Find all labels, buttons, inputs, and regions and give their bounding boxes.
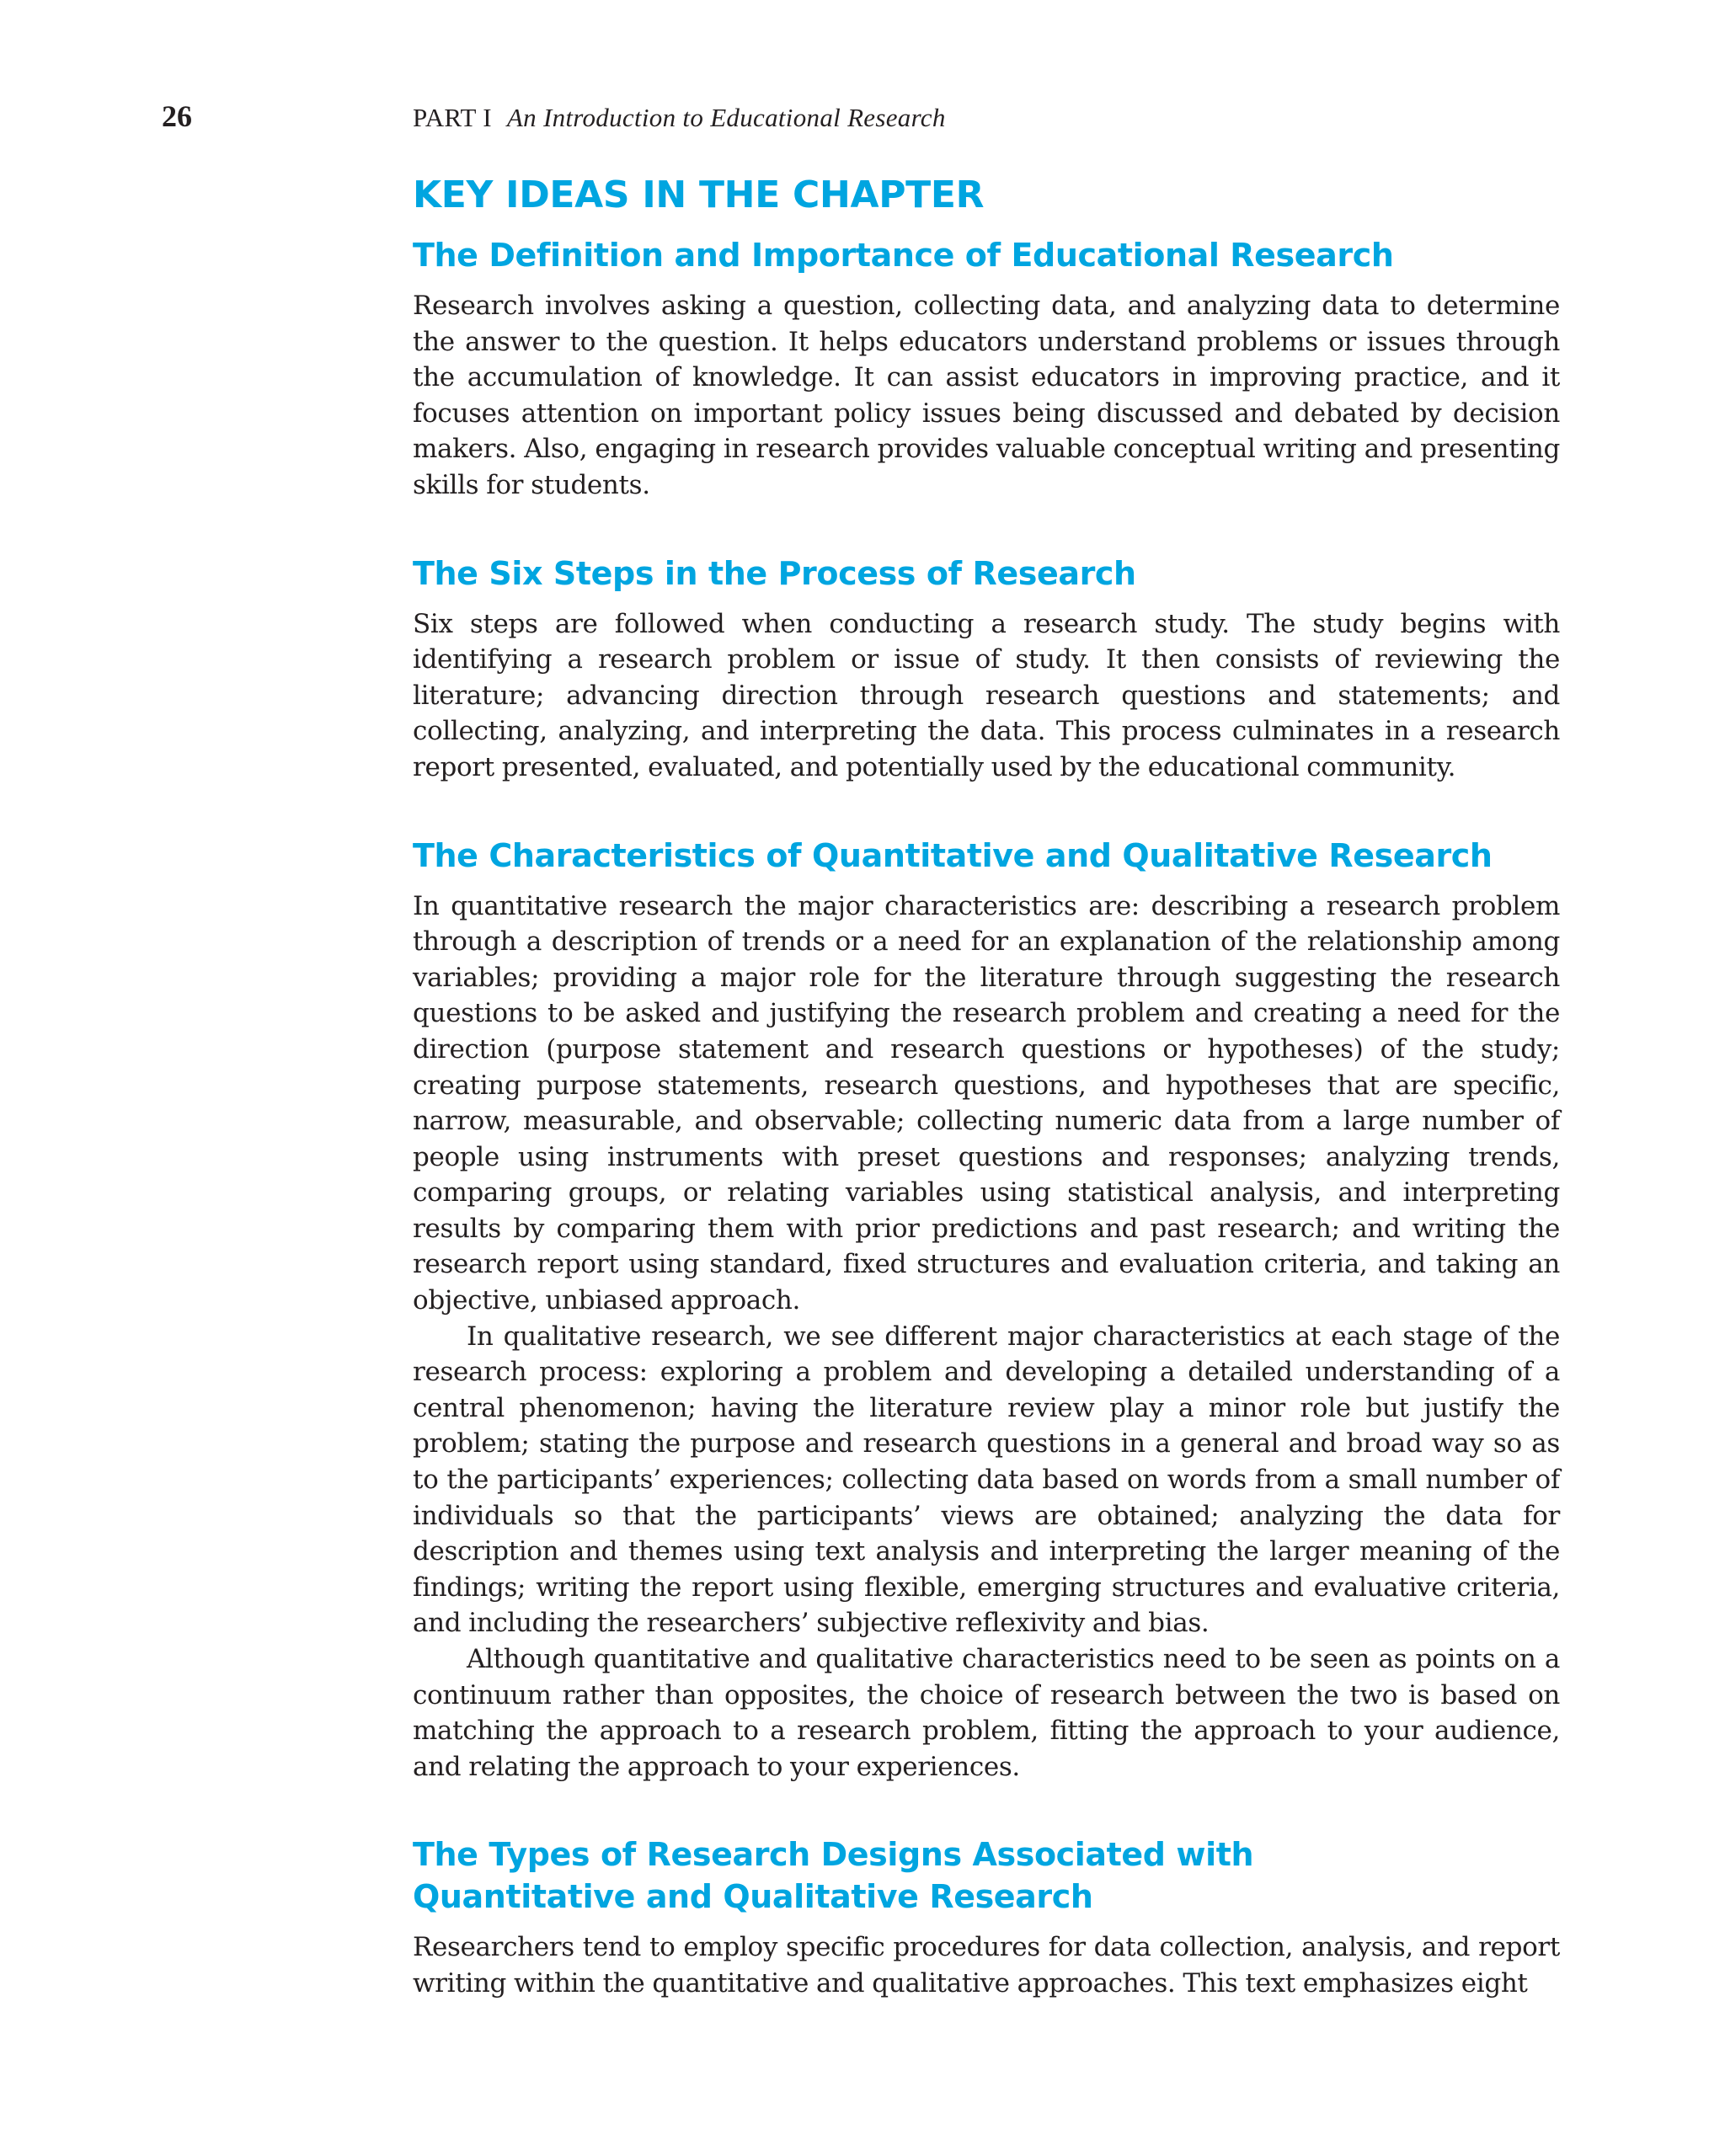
- body-paragraph: Researchers tend to employ specific procedures for data collection, analysis, and report writing within the quantitative and qualitative approaches. This text emphasizes eight: [413, 1932, 1560, 1999]
- body-paragraph: Although quantitative and qualitative characteristics need to be seen as points on a continuum rather than opposites, the choice of research between the two is based on matching the approach to a research problem, fitting the approach to your audience, and relating the approach to your experiences.: [413, 1644, 1560, 1782]
- main-content: [413, 170, 1560, 2051]
- section-definition: [413, 234, 1560, 504]
- running-head-book-title: An Introduction to Educational Research: [506, 103, 946, 132]
- section-research-designs: [413, 1833, 1560, 2001]
- section-heading: The Characteristics of Quantitative and Qualitative Research: [413, 836, 1493, 874]
- body-paragraph: In qualitative research, we see different major characteristics at each stage of the research process: exploring a problem and developing a detailed understanding of a central phenomenon; having the literature review play a minor role but justify the problem; stating the purpose and research questions in a general and broad way so as to the participants’ experiences; collecting data based on words from a small number of individuals so that the participants’ views are obtained; analyzing the data for description and themes using text analysis and interpreting the larger meaning of the findings; writing the report using flexible, emerging structures and evaluative criteria, and including the researchers’ subjective reflexivity and bias.: [413, 1321, 1560, 1639]
- page-number: 26: [162, 99, 192, 133]
- section-heading: [413, 1833, 1560, 1918]
- section-heading-line: Quantitative and Qualitative Research: [413, 1878, 1093, 1916]
- section-heading-line: The Types of Research Designs Associated with: [413, 1836, 1254, 1874]
- running-head-part: PART I: [413, 103, 492, 132]
- chapter-heading: KEY IDEAS IN THE CHAPTER: [413, 173, 985, 216]
- running-head: [413, 101, 946, 135]
- section-heading: The Six Steps in the Process of Research: [413, 554, 1136, 592]
- section-six-steps: [413, 552, 1560, 786]
- body-paragraph: Research involves asking a question, collecting data, and analyzing data to determine the answer to the question. It helps educators understand problems or issues through the accumulation of knowledge. It can assist educators in improving practice, and it focuses attention on important policy issues being discussed and debated by decision makers. Also, engaging in research provides valuable conceptual writing and presenting skills for students.: [413, 291, 1560, 500]
- section-heading: The Definition and Importance of Educational Research: [413, 237, 1394, 274]
- body-paragraph: Six steps are followed when conducting a research study. The study begins with identifying a research problem or issue of study. It then consists of reviewing the literature; advancing direction through research questions and statements; and collecting, analyzing, and interpreting the data. This process culminates in a research report presented, evaluated, and potentially used by the educational community.: [413, 608, 1560, 782]
- body-paragraph: In quantitative research the major characteristics are: describing a research problem through a description of trends or a need for an explanation of the relationship among variables; providing a major role for the literature through suggesting the research questions to be asked and justifying the research problem and creating a need for the direction (purpose statement and research questions or hypotheses) of the study; creating purpose statements, research questions, and hypotheses that are specific, narrow, measurable, and observable; collecting numeric data from a large number of people using instruments with preset questions and responses; analyzing trends, comparing groups, or relating variables using statistical analysis, and interpreting results by comparing them with prior predictions and past research; and writing the research report using standard, fixed structures and evaluation criteria, and taking an objective, unbiased approach.: [413, 890, 1560, 1316]
- section-characteristics: [413, 835, 1560, 1785]
